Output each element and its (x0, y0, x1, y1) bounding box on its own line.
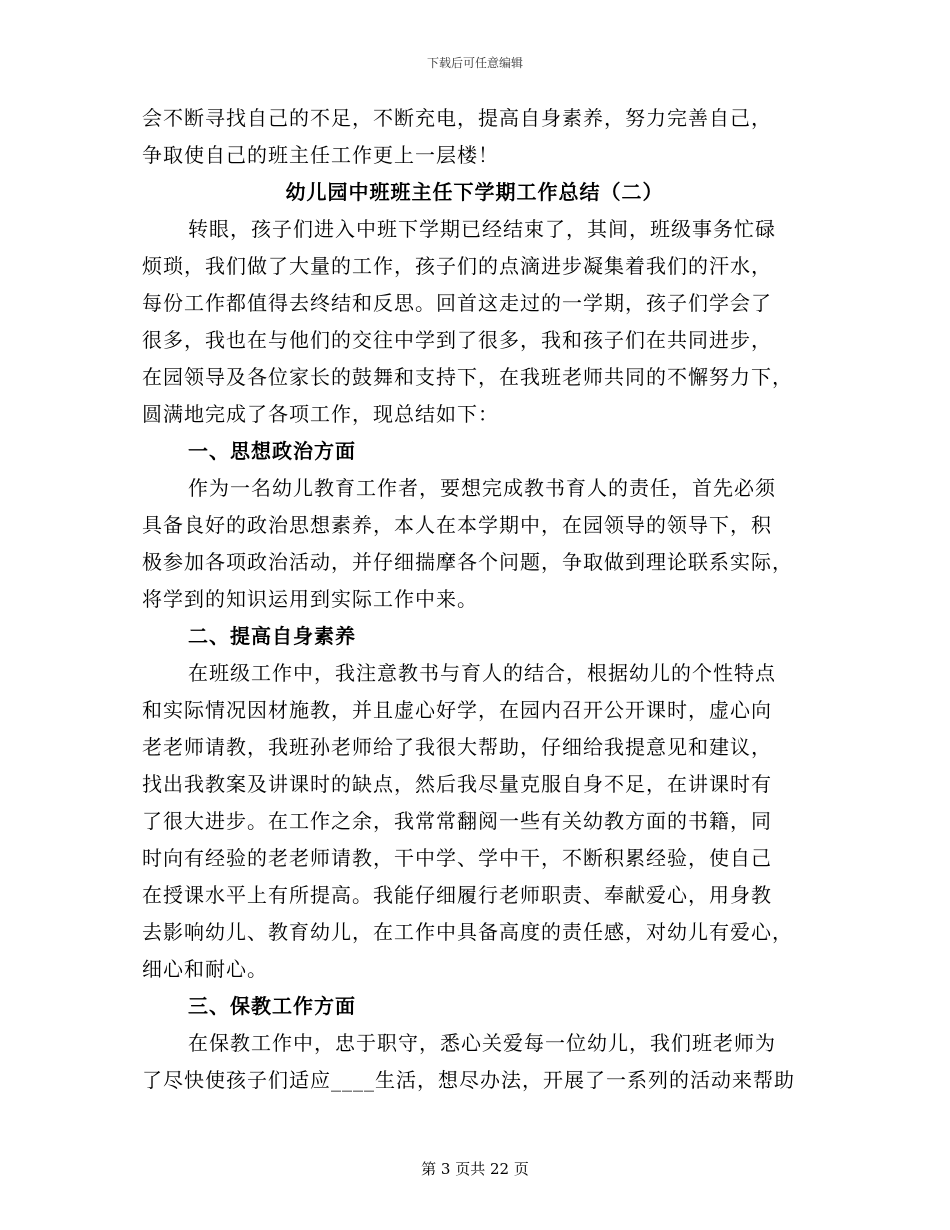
body-line: 烦琐，我们做了大量的工作，孩子们的点滴进步凝集着我们的汗水， (142, 254, 772, 278)
body-line: 作为一名幼儿教育工作者，要想完成教书育人的责任，首先必须 (188, 476, 776, 500)
body-line: 和实际情况因材施教，并且虚心好学，在园内召开公开课时，虚心向 (142, 698, 772, 722)
page-footer: 第 3 页共 22 页 (421, 1160, 529, 1178)
section-title: 幼儿园中班班主任下学期工作总结（二） (285, 180, 664, 204)
subsection-heading: 三、保教工作方面 (188, 994, 356, 1018)
body-line: 在班级工作中，我注意教书与育人的结合，根据幼儿的个性特点 (188, 661, 776, 685)
body-line: 极参加各项政治活动，并仔细揣摩各个问题，争取做到理论联系实际， (142, 550, 793, 574)
body-line: 了尽快使孩子们适应____生活，想尽办法，开展了一系列的活动来帮助 (142, 1068, 795, 1092)
body-line: 去影响幼儿、教育幼儿，在工作中具备高度的责任感，对幼儿有爱心， (142, 920, 793, 944)
body-line: 争取使自己的班主任工作更上一层楼！ (142, 143, 499, 167)
body-line: 很多，我也在与他们的交往中学到了很多，我和孩子们在共同进步， (142, 328, 772, 352)
body-line: 会不断寻找自己的不足，不断充电，提高自身素养，努力完善自己， (142, 106, 772, 130)
document-body (142, 100, 807, 1099)
subsection-heading: 二、提高自身素养 (188, 624, 356, 648)
body-line: 了很大进步。在工作之余，我常常翻阅一些有关幼教方面的书籍，同 (142, 809, 772, 833)
body-line: 圆满地完成了各项工作，现总结如下： (142, 402, 499, 426)
body-line: 时向有经验的老老师请教，干中学、学中干，不断积累经验，使自己 (142, 846, 772, 870)
body-line: 每份工作都值得去终结和反思。回首这走过的一学期，孩子们学会了 (142, 291, 772, 315)
body-line: 找出我教案及讲课时的缺点，然后我尽量克服自身不足，在讲课时有 (142, 772, 772, 796)
body-line: 转眼，孩子们进入中班下学期已经结束了，其间，班级事务忙碌 (188, 217, 776, 241)
body-line: 在授课水平上有所提高。我能仔细履行老师职责、奉献爱心，用身教 (142, 883, 772, 907)
page-header: 下载后可任意编辑 (426, 56, 523, 70)
body-line: 在保教工作中，忠于职守，悉心关爱每一位幼儿，我们班老师为 (188, 1031, 776, 1055)
body-line: 细心和耐心。 (142, 957, 268, 981)
subsection-heading: 一、思想政治方面 (188, 439, 356, 463)
body-line: 老老师请教，我班孙老师给了我很大帮助，仔细给我提意见和建议， (142, 735, 772, 759)
body-line: 具备良好的政治思想素养，本人在本学期中，在园领导的领导下，积 (142, 513, 772, 537)
body-line: 将学到的知识运用到实际工作中来。 (142, 587, 478, 611)
body-line: 在园领导及各位家长的鼓舞和支持下，在我班老师共同的不懈努力下， (142, 365, 793, 389)
